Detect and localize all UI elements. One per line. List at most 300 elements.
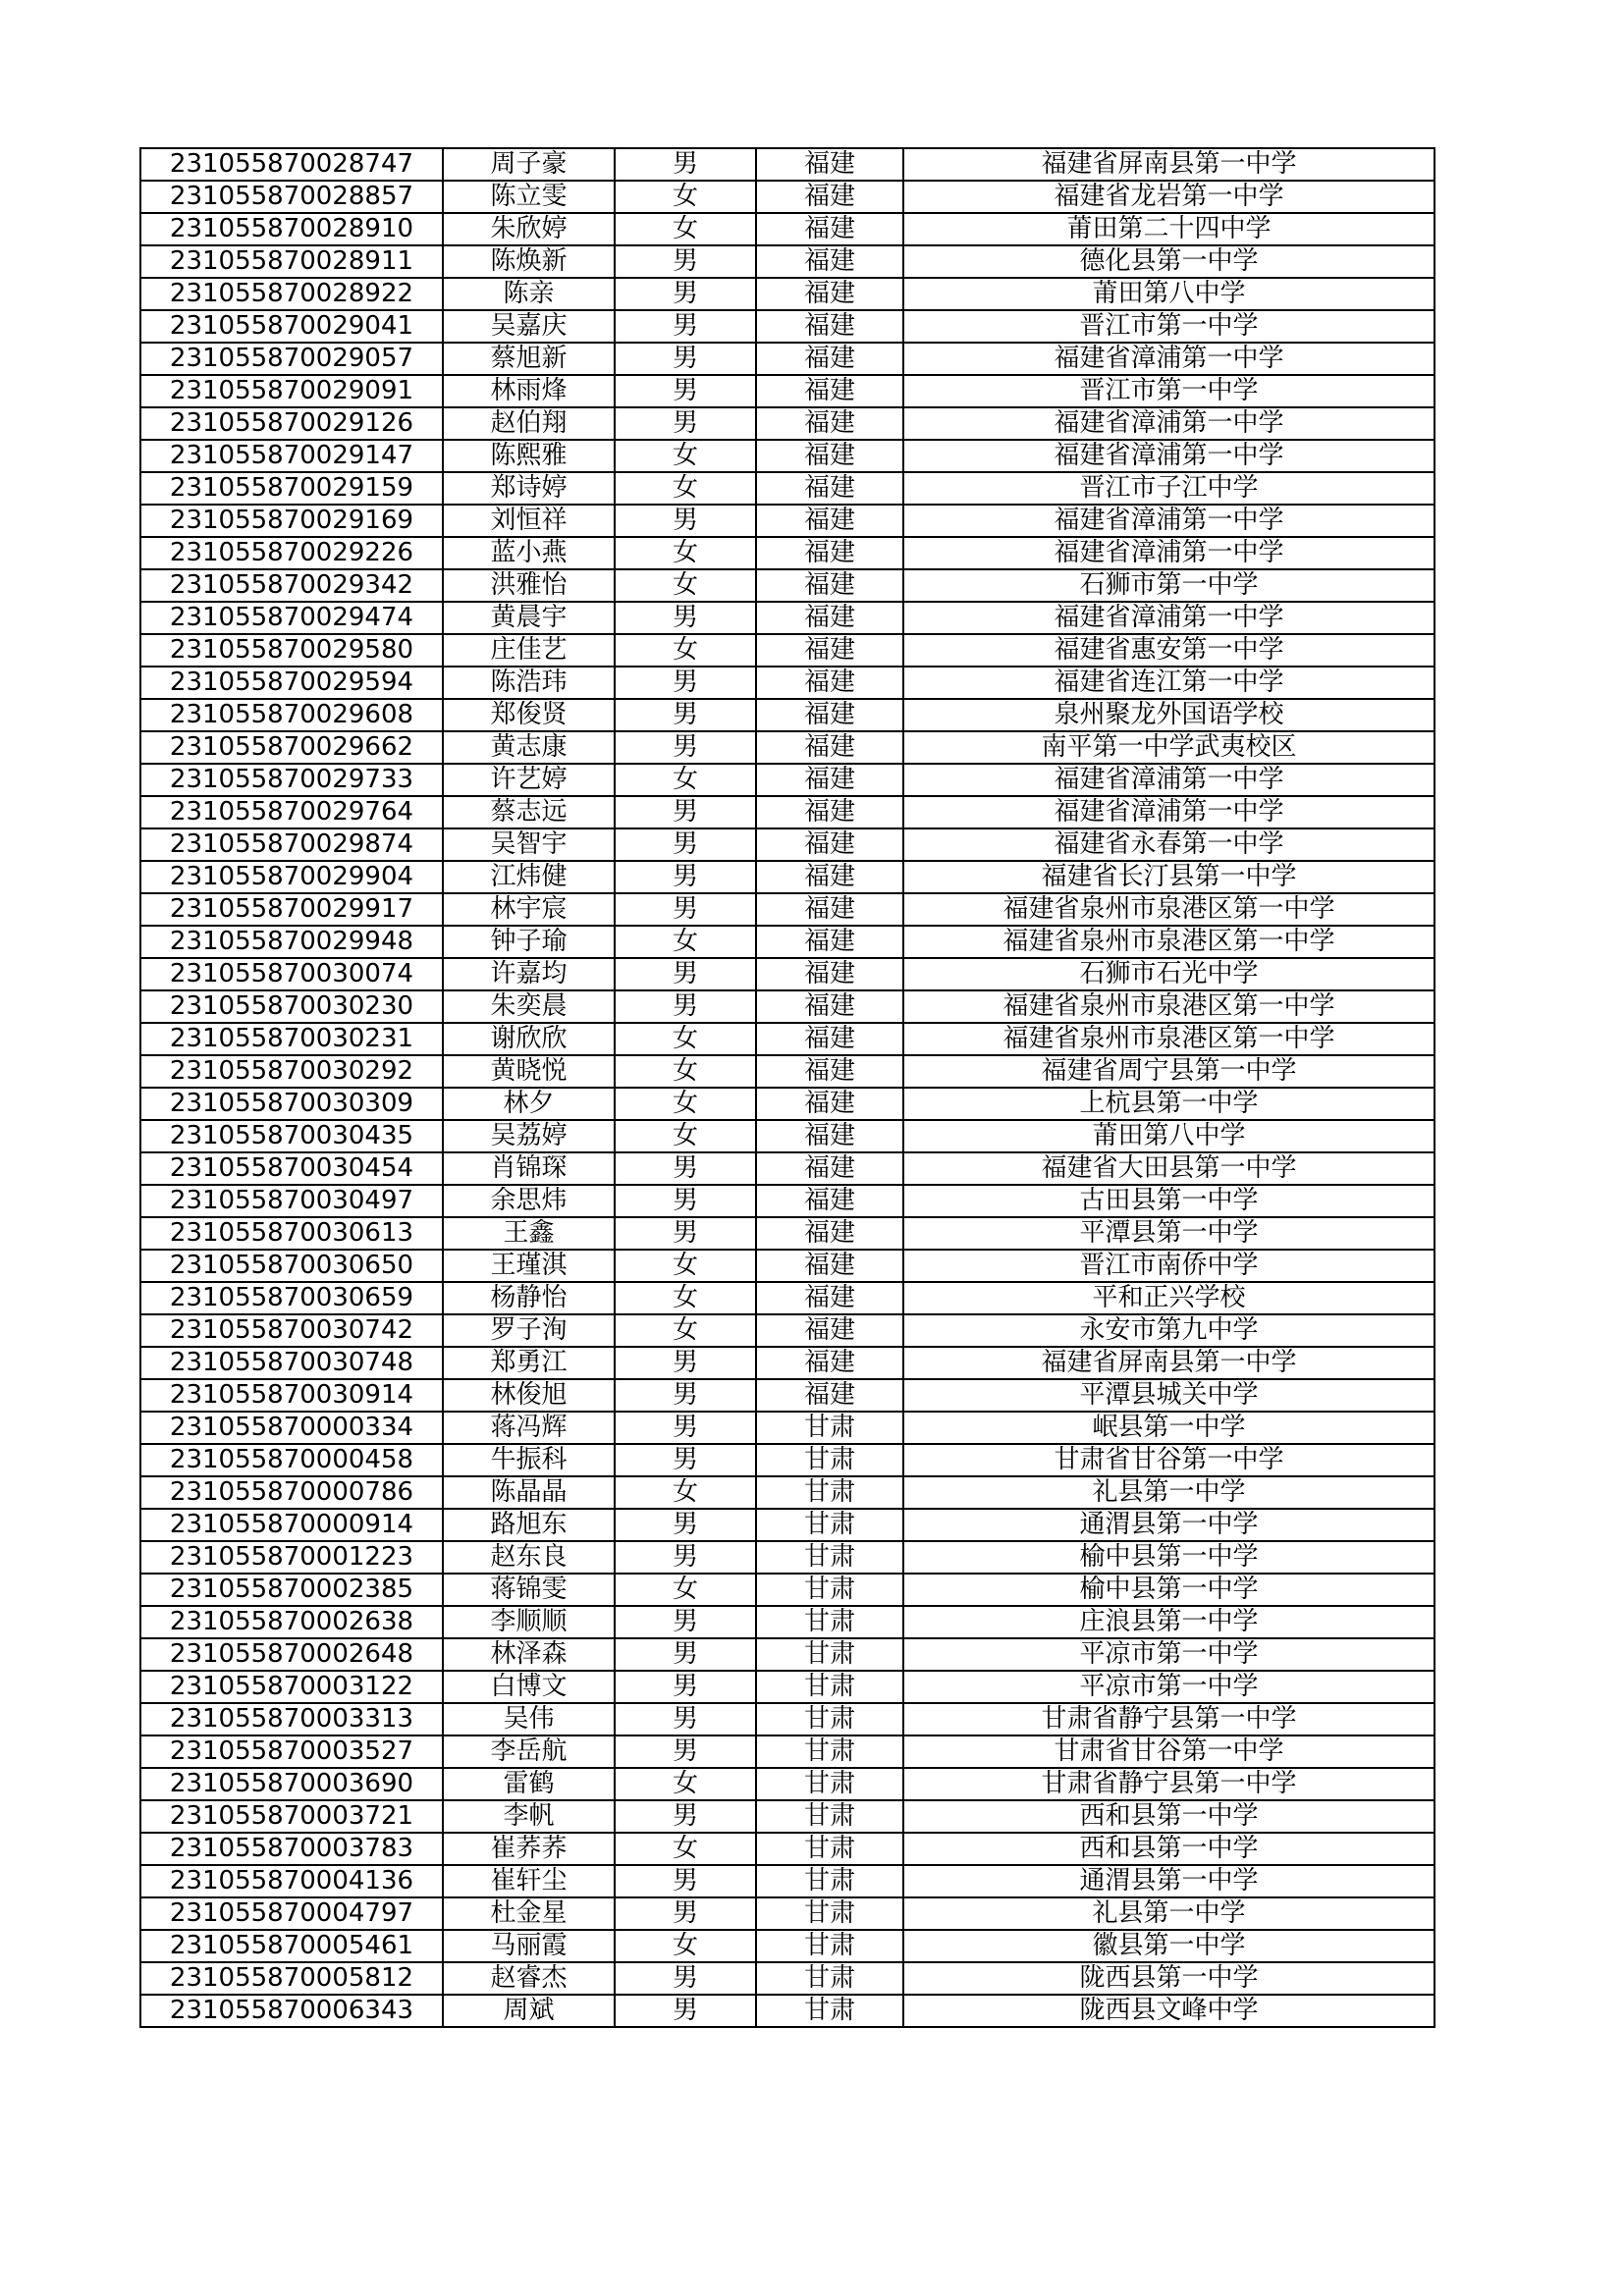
candidate-id-cell: 231055870029147 (140, 440, 443, 472)
school-cell: 福建省泉州市泉港区第一中学 (903, 990, 1435, 1023)
school-cell: 礼县第一中学 (903, 1897, 1435, 1930)
gender-cell: 男 (615, 828, 756, 861)
gender-cell: 女 (615, 926, 756, 958)
school-cell: 福建省屏南县第一中学 (903, 1347, 1435, 1379)
gender-cell: 男 (615, 310, 756, 343)
gender-cell: 女 (615, 472, 756, 505)
table-row (140, 1250, 1435, 1282)
province-cell: 甘肃 (756, 1638, 903, 1671)
school-cell: 平凉市第一中学 (903, 1671, 1435, 1703)
table-row (140, 1671, 1435, 1703)
gender-cell: 男 (615, 667, 756, 699)
province-cell: 福建 (756, 1088, 903, 1120)
candidate-id-cell: 231055870004797 (140, 1897, 443, 1930)
candidate-table (139, 147, 1435, 2028)
table-row (140, 1995, 1435, 2027)
province-cell: 福建 (756, 731, 903, 764)
candidate-id-cell: 231055870030914 (140, 1379, 443, 1412)
candidate-id-cell: 231055870029057 (140, 343, 443, 375)
table-row (140, 958, 1435, 990)
name-cell: 庄佳艺 (443, 634, 615, 667)
gender-cell: 女 (615, 1120, 756, 1152)
gender-cell: 女 (615, 1574, 756, 1606)
school-cell: 福建省漳浦第一中学 (903, 505, 1435, 537)
name-cell: 罗子洵 (443, 1314, 615, 1347)
table-row (140, 537, 1435, 569)
school-cell: 德化县第一中学 (903, 245, 1435, 278)
gender-cell: 女 (615, 440, 756, 472)
name-cell: 许嘉均 (443, 958, 615, 990)
name-cell: 李顺顺 (443, 1606, 615, 1638)
table-row (140, 634, 1435, 667)
table-row (140, 1088, 1435, 1120)
gender-cell: 女 (615, 1930, 756, 1962)
province-cell: 甘肃 (756, 1444, 903, 1476)
candidate-id-cell: 231055870003690 (140, 1768, 443, 1800)
name-cell: 蔡志远 (443, 796, 615, 828)
province-cell: 福建 (756, 764, 903, 796)
province-cell: 甘肃 (756, 1930, 903, 1962)
province-cell: 福建 (756, 213, 903, 245)
province-cell: 甘肃 (756, 1574, 903, 1606)
table-row (140, 796, 1435, 828)
table-row (140, 440, 1435, 472)
province-cell: 福建 (756, 893, 903, 926)
gender-cell: 男 (615, 699, 756, 731)
province-cell: 福建 (756, 699, 903, 731)
table-row (140, 1962, 1435, 1995)
table-row (140, 1638, 1435, 1671)
gender-cell: 男 (615, 731, 756, 764)
province-cell: 福建 (756, 1023, 903, 1055)
school-cell: 福建省龙岩第一中学 (903, 181, 1435, 213)
gender-cell: 女 (615, 1250, 756, 1282)
school-cell: 平凉市第一中学 (903, 1638, 1435, 1671)
candidate-id-cell: 231055870028857 (140, 181, 443, 213)
gender-cell: 男 (615, 1412, 756, 1444)
candidate-id-cell: 231055870006343 (140, 1995, 443, 2027)
table-row (140, 1444, 1435, 1476)
gender-cell: 男 (615, 505, 756, 537)
name-cell: 吴智宇 (443, 828, 615, 861)
school-cell: 榆中县第一中学 (903, 1541, 1435, 1574)
table-row (140, 245, 1435, 278)
gender-cell: 女 (615, 569, 756, 602)
name-cell: 钟子瑜 (443, 926, 615, 958)
province-cell: 福建 (756, 667, 903, 699)
school-cell: 石狮市石光中学 (903, 958, 1435, 990)
province-cell: 福建 (756, 343, 903, 375)
table-row (140, 569, 1435, 602)
name-cell: 林雨烽 (443, 375, 615, 407)
province-cell: 甘肃 (756, 1541, 903, 1574)
table-row (140, 1897, 1435, 1930)
school-cell: 福建省漳浦第一中学 (903, 796, 1435, 828)
candidate-id-cell: 231055870003122 (140, 1671, 443, 1703)
candidate-id-cell: 231055870000914 (140, 1509, 443, 1541)
gender-cell: 男 (615, 990, 756, 1023)
table-row (140, 1606, 1435, 1638)
gender-cell: 男 (615, 1865, 756, 1897)
name-cell: 周子豪 (443, 148, 615, 181)
province-cell: 福建 (756, 1347, 903, 1379)
name-cell: 陈晶晶 (443, 1476, 615, 1509)
candidate-id-cell: 231055870029159 (140, 472, 443, 505)
table-row (140, 699, 1435, 731)
gender-cell: 男 (615, 1671, 756, 1703)
table-row (140, 1412, 1435, 1444)
school-cell: 南平第一中学武夷校区 (903, 731, 1435, 764)
school-cell: 平潭县城关中学 (903, 1379, 1435, 1412)
candidate-id-cell: 231055870000786 (140, 1476, 443, 1509)
gender-cell: 女 (615, 213, 756, 245)
candidate-id-cell: 231055870030613 (140, 1217, 443, 1250)
candidate-id-cell: 231055870003313 (140, 1703, 443, 1735)
province-cell: 福建 (756, 1314, 903, 1347)
gender-cell: 男 (615, 958, 756, 990)
gender-cell: 男 (615, 1509, 756, 1541)
school-cell: 平潭县第一中学 (903, 1217, 1435, 1250)
name-cell: 余思炜 (443, 1185, 615, 1217)
gender-cell: 女 (615, 1314, 756, 1347)
candidate-id-cell: 231055870030742 (140, 1314, 443, 1347)
name-cell: 蔡旭新 (443, 343, 615, 375)
school-cell: 福建省漳浦第一中学 (903, 407, 1435, 440)
gender-cell: 男 (615, 375, 756, 407)
candidate-id-cell: 231055870030435 (140, 1120, 443, 1152)
candidate-id-cell: 231055870029662 (140, 731, 443, 764)
name-cell: 陈熙雅 (443, 440, 615, 472)
table-row (140, 667, 1435, 699)
name-cell: 许艺婷 (443, 764, 615, 796)
name-cell: 陈亲 (443, 278, 615, 310)
school-cell: 庄浪县第一中学 (903, 1606, 1435, 1638)
name-cell: 蓝小燕 (443, 537, 615, 569)
candidate-id-cell: 231055870030650 (140, 1250, 443, 1282)
table-row (140, 310, 1435, 343)
province-cell: 福建 (756, 245, 903, 278)
name-cell: 蒋锦雯 (443, 1574, 615, 1606)
name-cell: 杨静怡 (443, 1282, 615, 1314)
gender-cell: 男 (615, 1606, 756, 1638)
table-row (140, 472, 1435, 505)
province-cell: 福建 (756, 505, 903, 537)
province-cell: 福建 (756, 1185, 903, 1217)
province-cell: 福建 (756, 634, 903, 667)
province-cell: 福建 (756, 1250, 903, 1282)
province-cell: 甘肃 (756, 1735, 903, 1768)
candidate-id-cell: 231055870029474 (140, 602, 443, 634)
school-cell: 福建省长汀县第一中学 (903, 861, 1435, 893)
name-cell: 郑俊贤 (443, 699, 615, 731)
table-row (140, 278, 1435, 310)
candidate-id-cell: 231055870028910 (140, 213, 443, 245)
candidate-id-cell: 231055870002638 (140, 1606, 443, 1638)
candidate-id-cell: 231055870028922 (140, 278, 443, 310)
candidate-id-cell: 231055870030074 (140, 958, 443, 990)
table-row (140, 828, 1435, 861)
gender-cell: 男 (615, 343, 756, 375)
candidate-id-cell: 231055870003527 (140, 1735, 443, 1768)
gender-cell: 女 (615, 1282, 756, 1314)
candidate-id-cell: 231055870002648 (140, 1638, 443, 1671)
school-cell: 福建省漳浦第一中学 (903, 440, 1435, 472)
province-cell: 福建 (756, 440, 903, 472)
province-cell: 福建 (756, 569, 903, 602)
candidate-id-cell: 231055870029917 (140, 893, 443, 926)
province-cell: 福建 (756, 1282, 903, 1314)
school-cell: 福建省周宁县第一中学 (903, 1055, 1435, 1088)
province-cell: 福建 (756, 1152, 903, 1185)
name-cell: 赵睿杰 (443, 1962, 615, 1995)
province-cell: 福建 (756, 278, 903, 310)
school-cell: 甘肃省静宁县第一中学 (903, 1703, 1435, 1735)
province-cell: 福建 (756, 926, 903, 958)
school-cell: 徽县第一中学 (903, 1930, 1435, 1962)
gender-cell: 女 (615, 764, 756, 796)
name-cell: 谢欣欣 (443, 1023, 615, 1055)
school-cell: 甘肃省甘谷第一中学 (903, 1444, 1435, 1476)
name-cell: 林夕 (443, 1088, 615, 1120)
province-cell: 福建 (756, 1120, 903, 1152)
name-cell: 赵东良 (443, 1541, 615, 1574)
gender-cell: 男 (615, 148, 756, 181)
name-cell: 吴伟 (443, 1703, 615, 1735)
school-cell: 晋江市第一中学 (903, 375, 1435, 407)
table-row (140, 861, 1435, 893)
school-cell: 福建省漳浦第一中学 (903, 764, 1435, 796)
table-row (140, 375, 1435, 407)
name-cell: 蒋冯辉 (443, 1412, 615, 1444)
name-cell: 洪雅怡 (443, 569, 615, 602)
name-cell: 王鑫 (443, 1217, 615, 1250)
table-row (140, 181, 1435, 213)
gender-cell: 男 (615, 1152, 756, 1185)
name-cell: 江炜健 (443, 861, 615, 893)
gender-cell: 男 (615, 861, 756, 893)
candidate-id-cell: 231055870003783 (140, 1833, 443, 1865)
name-cell: 崔荞荞 (443, 1833, 615, 1865)
table-row (140, 505, 1435, 537)
school-cell: 古田县第一中学 (903, 1185, 1435, 1217)
table-row (140, 1768, 1435, 1800)
name-cell: 林俊旭 (443, 1379, 615, 1412)
candidate-id-cell: 231055870029764 (140, 796, 443, 828)
name-cell: 林泽森 (443, 1638, 615, 1671)
school-cell: 上杭县第一中学 (903, 1088, 1435, 1120)
school-cell: 福建省惠安第一中学 (903, 634, 1435, 667)
name-cell: 陈浩玮 (443, 667, 615, 699)
province-cell: 福建 (756, 1379, 903, 1412)
province-cell: 福建 (756, 990, 903, 1023)
province-cell: 福建 (756, 537, 903, 569)
school-cell: 通渭县第一中学 (903, 1509, 1435, 1541)
table-row (140, 148, 1435, 181)
gender-cell: 男 (615, 245, 756, 278)
gender-cell: 男 (615, 1962, 756, 1995)
province-cell: 甘肃 (756, 1800, 903, 1833)
province-cell: 福建 (756, 407, 903, 440)
name-cell: 黄晨宇 (443, 602, 615, 634)
table-row (140, 213, 1435, 245)
name-cell: 崔轩尘 (443, 1865, 615, 1897)
name-cell: 马丽霞 (443, 1930, 615, 1962)
table-row (140, 1735, 1435, 1768)
candidate-id-cell: 231055870000458 (140, 1444, 443, 1476)
candidate-id-cell: 231055870030292 (140, 1055, 443, 1088)
candidate-id-cell: 231055870002385 (140, 1574, 443, 1606)
province-cell: 甘肃 (756, 1476, 903, 1509)
name-cell: 吴荔婷 (443, 1120, 615, 1152)
school-cell: 永安市第九中学 (903, 1314, 1435, 1347)
school-cell: 泉州聚龙外国语学校 (903, 699, 1435, 731)
school-cell: 岷县第一中学 (903, 1412, 1435, 1444)
school-cell: 福建省泉州市泉港区第一中学 (903, 893, 1435, 926)
gender-cell: 男 (615, 1185, 756, 1217)
candidate-id-cell: 231055870029126 (140, 407, 443, 440)
school-cell: 莆田第八中学 (903, 278, 1435, 310)
gender-cell: 男 (615, 1217, 756, 1250)
table-row (140, 1476, 1435, 1509)
gender-cell: 男 (615, 1638, 756, 1671)
candidate-id-cell: 231055870005812 (140, 1962, 443, 1995)
table-row (140, 1833, 1435, 1865)
candidate-id-cell: 231055870029580 (140, 634, 443, 667)
name-cell: 李帆 (443, 1800, 615, 1833)
province-cell: 福建 (756, 861, 903, 893)
gender-cell: 男 (615, 1735, 756, 1768)
school-cell: 陇西县文峰中学 (903, 1995, 1435, 2027)
province-cell: 福建 (756, 796, 903, 828)
school-cell: 晋江市第一中学 (903, 310, 1435, 343)
gender-cell: 男 (615, 1379, 756, 1412)
school-cell: 福建省大田县第一中学 (903, 1152, 1435, 1185)
candidate-id-cell: 231055870000334 (140, 1412, 443, 1444)
province-cell: 甘肃 (756, 1768, 903, 1800)
school-cell: 莆田第八中学 (903, 1120, 1435, 1152)
school-cell: 福建省永春第一中学 (903, 828, 1435, 861)
gender-cell: 男 (615, 1897, 756, 1930)
province-cell: 福建 (756, 148, 903, 181)
candidate-id-cell: 231055870029091 (140, 375, 443, 407)
name-cell: 郑诗婷 (443, 472, 615, 505)
table-row (140, 1703, 1435, 1735)
candidate-id-cell: 231055870030309 (140, 1088, 443, 1120)
province-cell: 福建 (756, 1217, 903, 1250)
name-cell: 陈焕新 (443, 245, 615, 278)
school-cell: 西和县第一中学 (903, 1800, 1435, 1833)
table-row (140, 926, 1435, 958)
province-cell: 福建 (756, 1055, 903, 1088)
table-row (140, 1574, 1435, 1606)
name-cell: 朱奕晨 (443, 990, 615, 1023)
gender-cell: 男 (615, 796, 756, 828)
school-cell: 福建省连江第一中学 (903, 667, 1435, 699)
province-cell: 福建 (756, 181, 903, 213)
name-cell: 雷鹤 (443, 1768, 615, 1800)
school-cell: 通渭县第一中学 (903, 1865, 1435, 1897)
table-row (140, 1800, 1435, 1833)
gender-cell: 男 (615, 407, 756, 440)
province-cell: 甘肃 (756, 1962, 903, 1995)
candidate-id-cell: 231055870029904 (140, 861, 443, 893)
candidate-id-cell: 231055870029226 (140, 537, 443, 569)
table-row (140, 1930, 1435, 1962)
school-cell: 福建省泉州市泉港区第一中学 (903, 926, 1435, 958)
name-cell: 林宇宸 (443, 893, 615, 926)
name-cell: 杜金星 (443, 1897, 615, 1930)
name-cell: 周斌 (443, 1995, 615, 2027)
school-cell: 石狮市第一中学 (903, 569, 1435, 602)
candidate-id-cell: 231055870004136 (140, 1865, 443, 1897)
candidate-id-cell: 231055870029342 (140, 569, 443, 602)
school-cell: 福建省屏南县第一中学 (903, 148, 1435, 181)
table-row (140, 1314, 1435, 1347)
candidate-id-cell: 231055870001223 (140, 1541, 443, 1574)
candidate-id-cell: 231055870029733 (140, 764, 443, 796)
table-row (140, 1023, 1435, 1055)
school-cell: 福建省泉州市泉港区第一中学 (903, 1023, 1435, 1055)
candidate-id-cell: 231055870005461 (140, 1930, 443, 1962)
name-cell: 吴嘉庆 (443, 310, 615, 343)
candidate-id-cell: 231055870003721 (140, 1800, 443, 1833)
province-cell: 甘肃 (756, 1833, 903, 1865)
gender-cell: 女 (615, 1055, 756, 1088)
province-cell: 甘肃 (756, 1671, 903, 1703)
school-cell: 福建省漳浦第一中学 (903, 602, 1435, 634)
table-row (140, 343, 1435, 375)
table-row (140, 407, 1435, 440)
school-cell: 礼县第一中学 (903, 1476, 1435, 1509)
gender-cell: 女 (615, 1768, 756, 1800)
province-cell: 福建 (756, 310, 903, 343)
name-cell: 王瑾淇 (443, 1250, 615, 1282)
table-row (140, 1379, 1435, 1412)
table-row (140, 990, 1435, 1023)
name-cell: 白博文 (443, 1671, 615, 1703)
province-cell: 甘肃 (756, 1703, 903, 1735)
table-row (140, 1120, 1435, 1152)
table-row (140, 1509, 1435, 1541)
name-cell: 郑勇江 (443, 1347, 615, 1379)
candidate-id-cell: 231055870029041 (140, 310, 443, 343)
province-cell: 甘肃 (756, 1509, 903, 1541)
table-row (140, 1152, 1435, 1185)
name-cell: 李岳航 (443, 1735, 615, 1768)
candidate-id-cell: 231055870028747 (140, 148, 443, 181)
school-cell: 陇西县第一中学 (903, 1962, 1435, 1995)
name-cell: 陈立雯 (443, 181, 615, 213)
candidate-id-cell: 231055870030231 (140, 1023, 443, 1055)
candidate-id-cell: 231055870028911 (140, 245, 443, 278)
gender-cell: 男 (615, 1703, 756, 1735)
gender-cell: 男 (615, 1800, 756, 1833)
table-body (140, 148, 1435, 2027)
gender-cell: 男 (615, 1347, 756, 1379)
gender-cell: 女 (615, 537, 756, 569)
school-cell: 莆田第二十四中学 (903, 213, 1435, 245)
candidate-id-cell: 231055870030748 (140, 1347, 443, 1379)
gender-cell: 男 (615, 1444, 756, 1476)
school-cell: 福建省漳浦第一中学 (903, 343, 1435, 375)
school-cell: 西和县第一中学 (903, 1833, 1435, 1865)
candidate-id-cell: 231055870029594 (140, 667, 443, 699)
province-cell: 甘肃 (756, 1865, 903, 1897)
gender-cell: 女 (615, 634, 756, 667)
table-row (140, 1217, 1435, 1250)
name-cell: 黄晓悦 (443, 1055, 615, 1088)
school-cell: 甘肃省甘谷第一中学 (903, 1735, 1435, 1768)
